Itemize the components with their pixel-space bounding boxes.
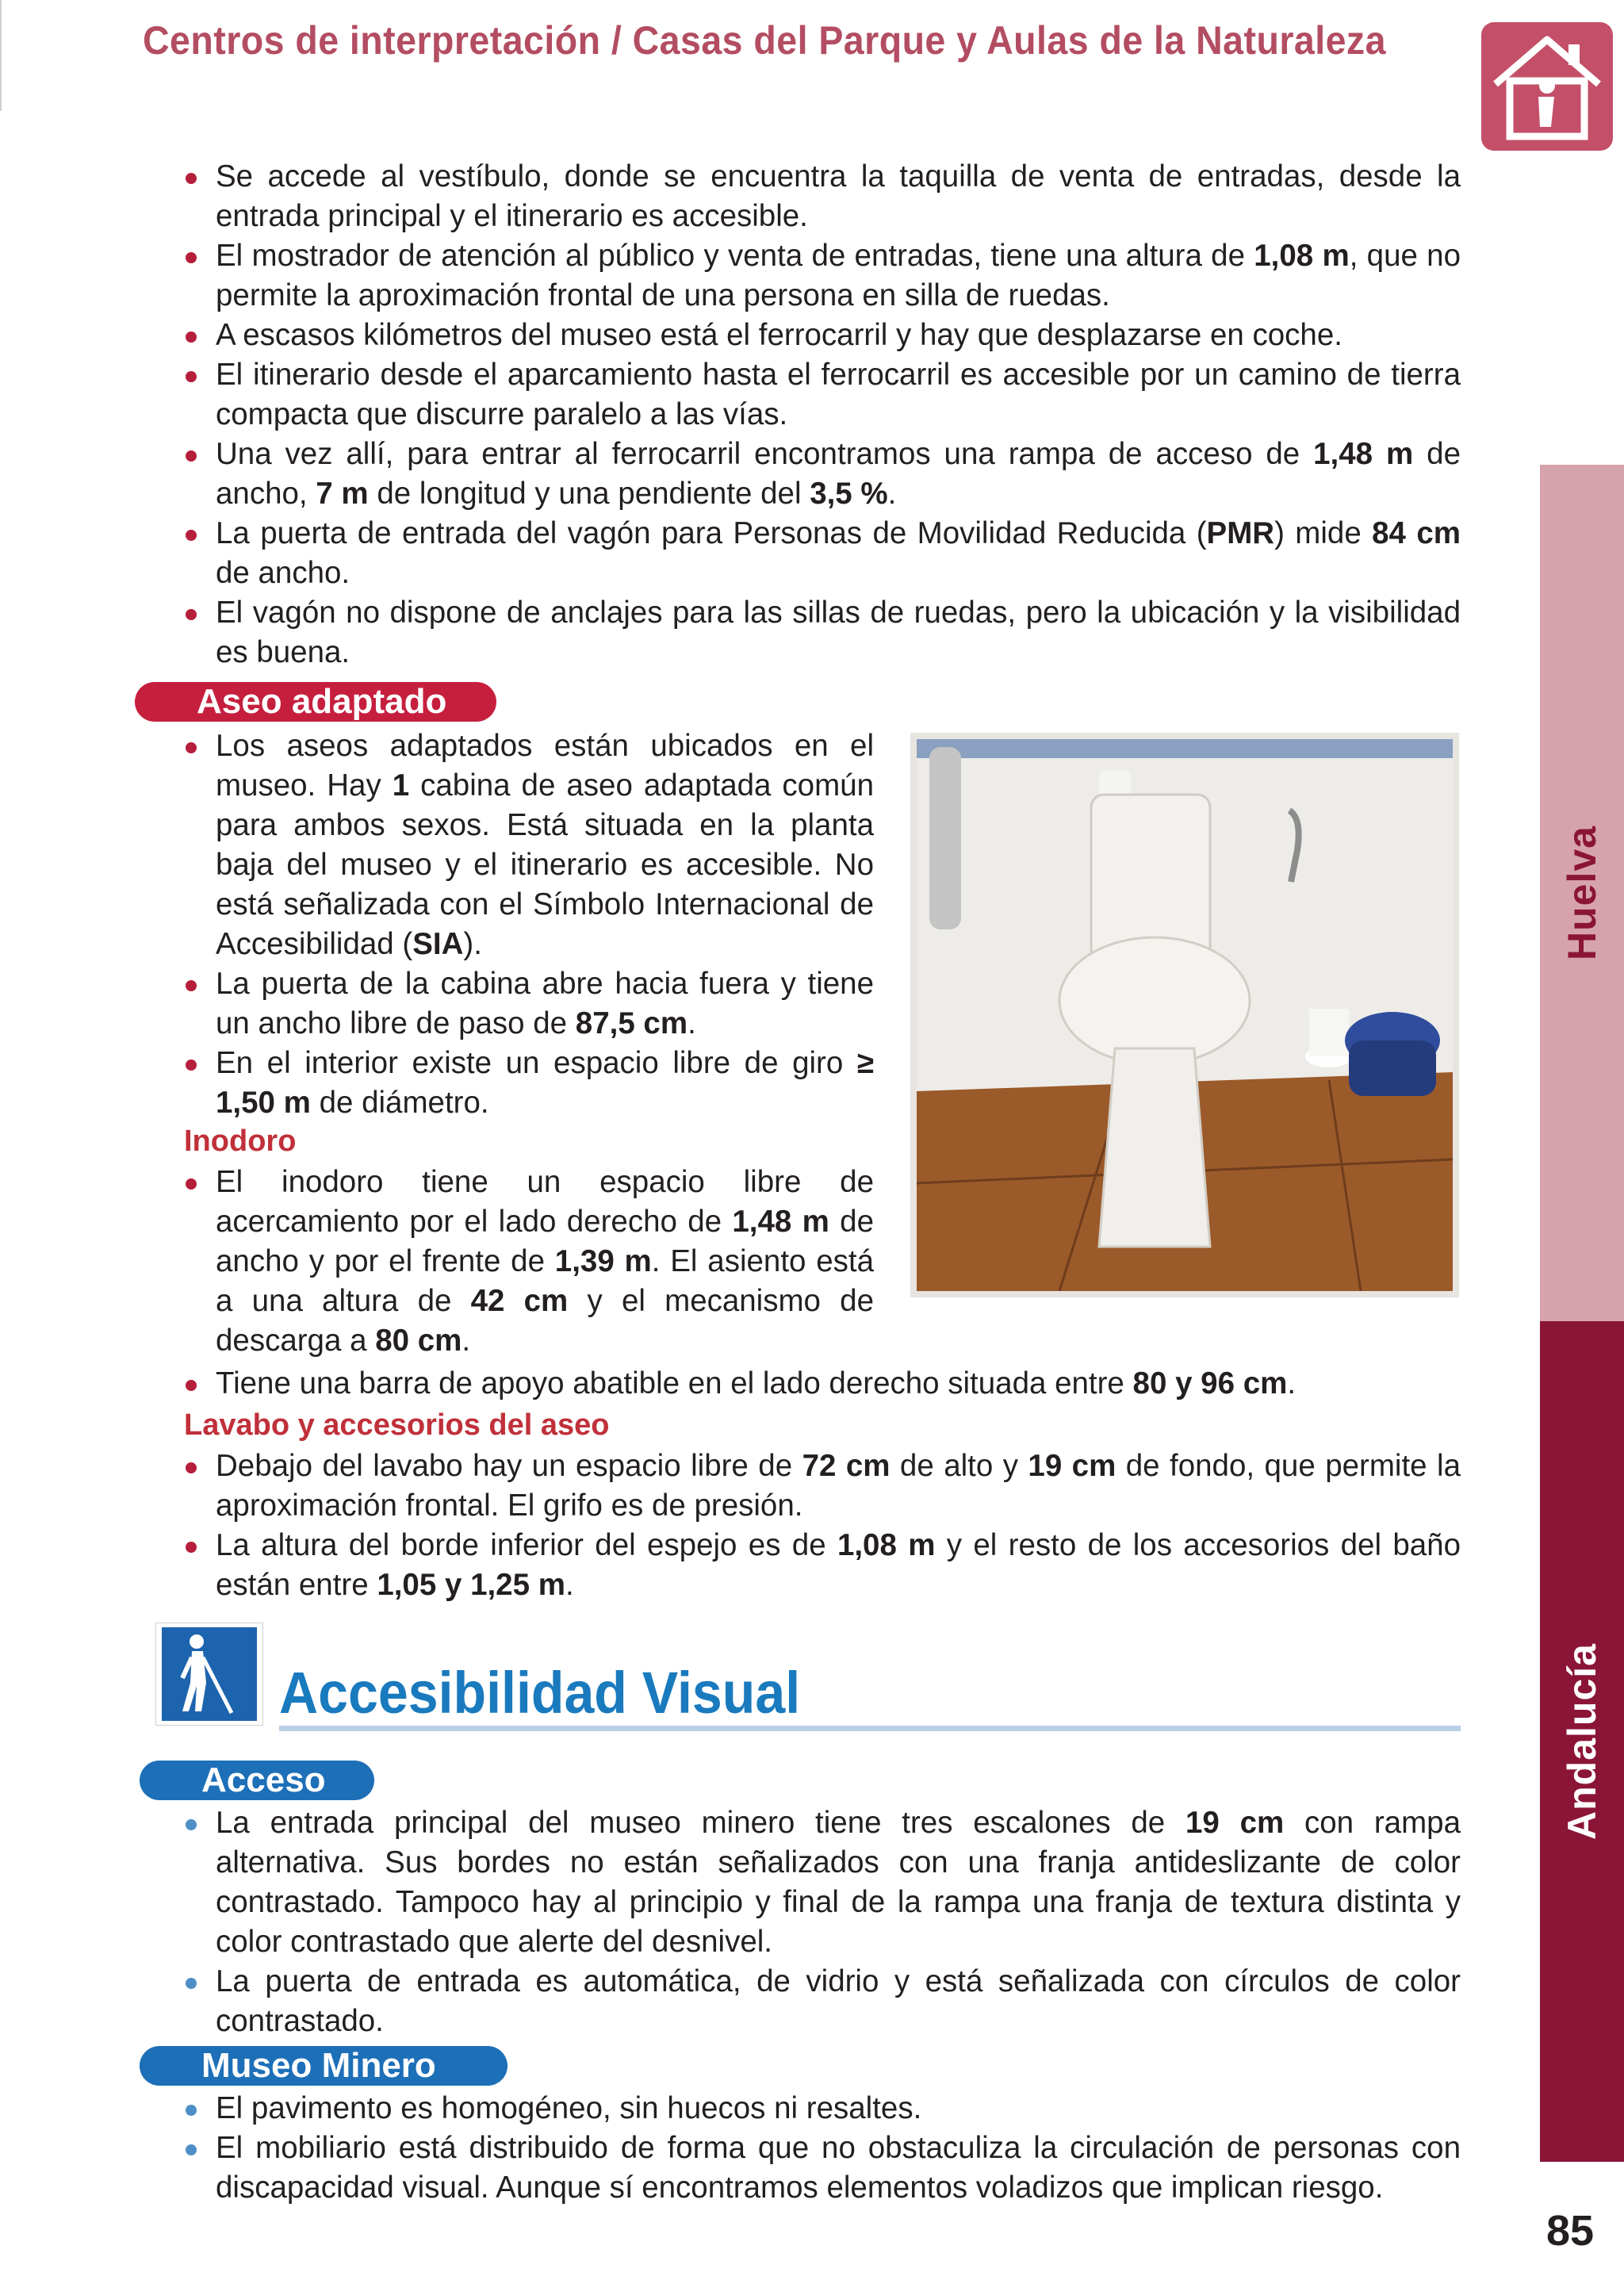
section-title-underline xyxy=(279,1726,1461,1731)
list-item: El vagón no dispone de anclajes para las sillas de ruedas, pero la ubicación y la visibilidad es buena. xyxy=(184,593,1461,672)
list-item: La puerta de la cabina abre hacia fuera y tiene un ancho libre de paso de 87,5 cm. xyxy=(184,964,874,1044)
list-item: Debajo del lavabo hay un espacio libre de 72 cm de alto y 19 cm de fondo, que permite la aproximación frontal. El grifo es de presión. xyxy=(184,1446,1461,1526)
list-item: Tiene una barra de apoyo abatible en el lado derecho situada entre 80 y 96 cm. xyxy=(184,1364,1461,1404)
page-title: Centros de interpretación / Casas del Parque y Aulas de la Naturaleza xyxy=(143,18,1386,63)
adapted-toilet-photo xyxy=(910,733,1459,1297)
inodoro-list-b xyxy=(184,1364,1461,1404)
sidebar-region-label: Andalucía xyxy=(1560,1643,1605,1840)
list-item: La altura del borde inferior del espejo es de 1,08 m y el resto de los accesorios del baño están entre 1,05 y 1,25 m. xyxy=(184,1526,1461,1605)
list-item: La entrada principal del museo minero tiene tres escalones de 19 cm con rampa alternativa. Sus bordes no están señalizados con una franja antideslizante de color contrastado. Tampoco hay al principio y final de la rampa una franja de textura distinta y color contrastado que alerte del desnivel. xyxy=(184,1803,1461,1962)
sidebar-province-tab xyxy=(1540,465,1624,1321)
list-item: A escasos kilómetros del museo está el ferrocarril y hay que desplazarse en coche. xyxy=(184,316,1461,355)
list-item: La puerta de entrada es automática, de vidrio y está señalizada con círculos de color contrastado. xyxy=(184,1962,1461,2041)
lavabo-list xyxy=(184,1446,1461,1605)
inodoro-list-a xyxy=(184,1163,874,1361)
subheading-lavabo: Lavabo y accesorios del aseo xyxy=(184,1408,610,1442)
acceso-list xyxy=(184,1803,1461,2041)
section-title-visual: Accesibilidad Visual xyxy=(279,1660,801,1726)
list-item: El mostrador de atención al público y venta de entradas, tiene una altura de 1,08 m, que no permite la aproximación frontal de una persona en silla de ruedas. xyxy=(184,236,1461,316)
subheading-inodoro: Inodoro xyxy=(184,1125,297,1158)
intro-list xyxy=(184,157,1461,672)
blind-person-cane-icon xyxy=(155,1623,263,1726)
aseo-list xyxy=(184,726,874,1123)
section-heading-aseo: Aseo adaptado xyxy=(135,682,496,722)
list-item: El inodoro tiene un espacio libre de acercamiento por el lado derecho de 1,48 m de ancho y por el frente de 1,39 m. El asiento está a una altura de 42 cm y el mecanismo de descarga a 80 cm. xyxy=(184,1163,874,1361)
list-item: En el interior existe un espacio libre de giro ≥ 1,50 m de diámetro. xyxy=(184,1044,874,1123)
sidebar-region-tab xyxy=(1540,1321,1624,2162)
list-item: El itinerario desde el aparcamiento hasta el ferrocarril es accesible por un camino de tierra compacta que discurre paralelo a las vías. xyxy=(184,355,1461,435)
list-item: Se accede al vestíbulo, donde se encuentra la taquilla de venta de entradas, desde la entrada principal y el itinerario es accesible. xyxy=(184,157,1461,236)
list-item: Una vez allí, para entrar al ferrocarril encontramos una rampa de acceso de 1,48 m de ancho, 7 m de longitud y una pendiente del 3,5 %. xyxy=(184,435,1461,514)
list-item: La puerta de entrada del vagón para Personas de Movilidad Reducida (PMR) mide 84 cm de ancho. xyxy=(184,514,1461,593)
sidebar-province-label: Huelva xyxy=(1560,826,1604,960)
museo-list xyxy=(184,2089,1461,2208)
list-item: Los aseos adaptados están ubicados en el museo. Hay 1 cabina de aseo adaptada común para ambos sexos. Está situada en la planta baja del museo y el itinerario es accesible. No está señalizada con el Símbolo Internacional de Accesibilidad (SIA). xyxy=(184,726,874,964)
house-info-icon xyxy=(1480,21,1614,152)
page-edge xyxy=(0,0,2,111)
section-heading-acceso: Acceso xyxy=(140,1761,374,1800)
list-item: El pavimento es homogéneo, sin huecos ni resaltes. xyxy=(184,2089,1461,2128)
list-item: El mobiliario está distribuido de forma que no obstaculiza la circulación de personas con discapacidad visual. Aunque sí encontramos elementos voladizos que implican riesgo. xyxy=(184,2128,1461,2208)
section-heading-museo: Museo Minero xyxy=(140,2046,508,2086)
page-number: 85 xyxy=(1546,2207,1595,2255)
